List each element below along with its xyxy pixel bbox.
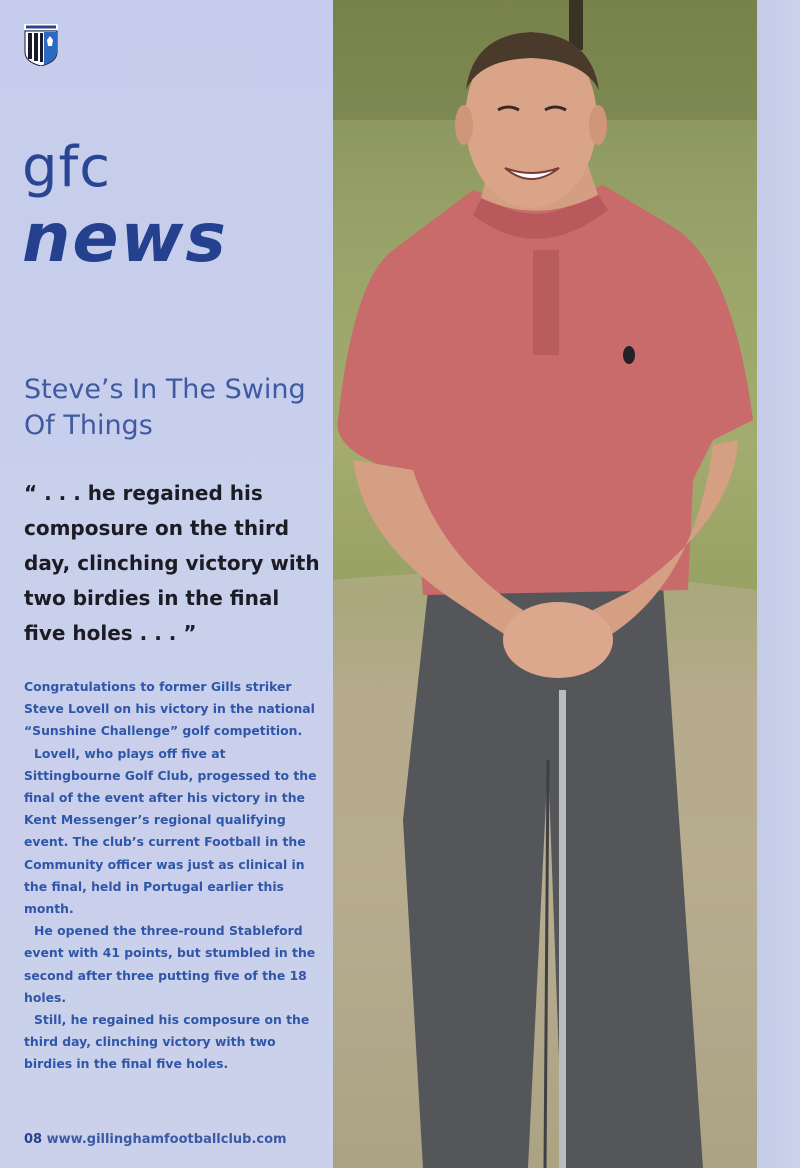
article-paragraph: Still, he regained his composure on the third day, clinching victory with two birdies in the final five holes. [24, 1012, 310, 1072]
clasped-hands [503, 602, 613, 678]
article-body [24, 676, 324, 1076]
article-paragraph: Congratulations to former Gills striker Steve Lovell on his victory in the national “Sunshine Challenge” golf competition. [24, 679, 315, 739]
pull-quote: “ . . . he regained his composure on the third day, clinching victory with two birdies in the final five holes . . . ” [24, 481, 320, 645]
website-link[interactable]: www.gillinghamfootballclub.com [46, 1132, 287, 1147]
golfer-photo-illustration [333, 0, 757, 1168]
article-photo [333, 0, 757, 1168]
section-kicker: gfc [22, 135, 112, 200]
article-headline: Steve’s In The Swing Of Things [24, 374, 306, 441]
tree-trunk [569, 0, 583, 50]
page-number: 08 [24, 1132, 43, 1147]
page-footer [24, 1132, 287, 1147]
right-margin-strip [757, 0, 800, 1168]
section-title: news [22, 199, 228, 278]
club-crest-icon [24, 24, 58, 66]
article-paragraph: Lovell, who plays off five at Sittingbourne Golf Club, progessed to the final of the event after his victory in the Kent Messenger’s regional qualifying event. The club’s current Football in the Community officer was just as clinical in the final, held in Portugal earlier this month. [24, 745, 317, 917]
right-ear [589, 105, 607, 145]
left-ear [455, 105, 473, 145]
golf-club-shaft [559, 690, 566, 1168]
shirt-placket [533, 250, 559, 355]
shirt-logo [623, 346, 635, 364]
article-paragraph: He opened the three-round Stableford event with 41 points, but stumbled in the second after three putting five of the 18 holes. [24, 923, 316, 1005]
